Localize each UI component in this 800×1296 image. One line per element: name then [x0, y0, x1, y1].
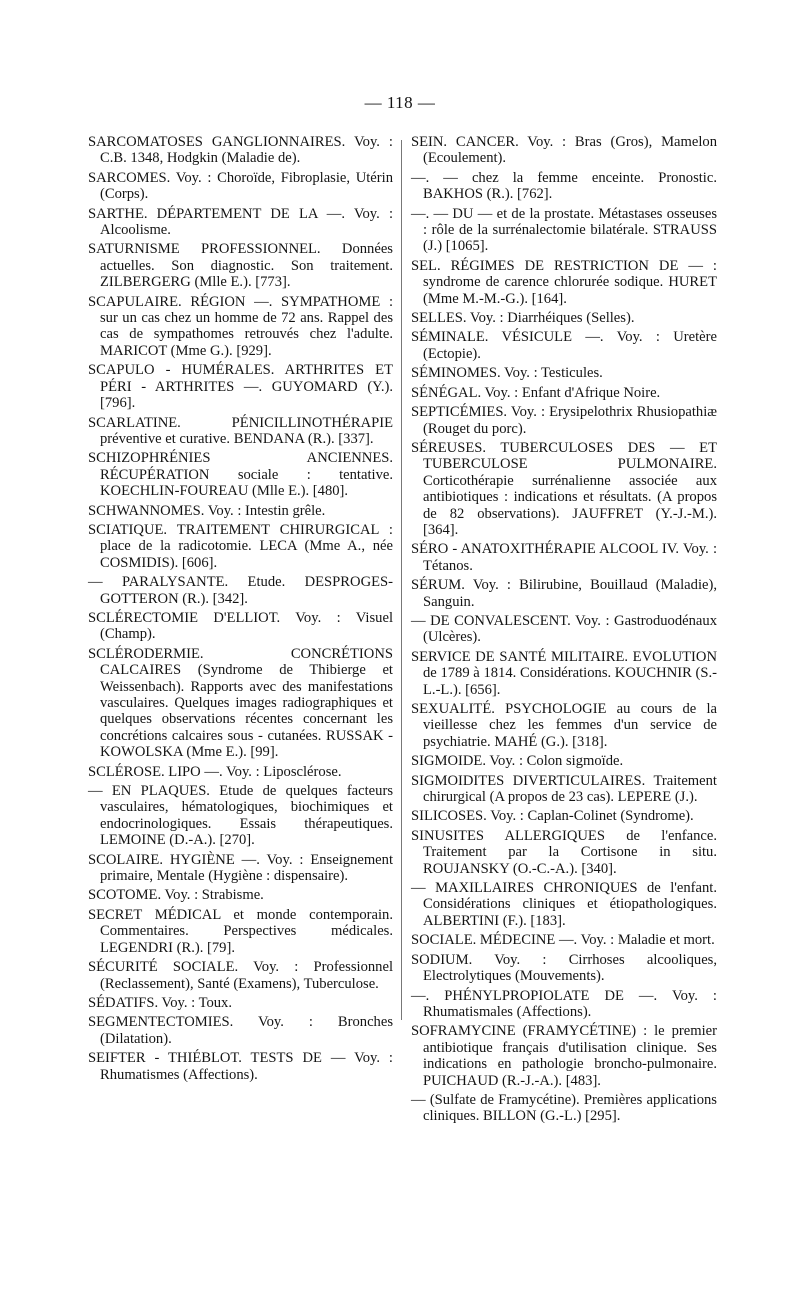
index-entry: SIGMOIDE. Voy. : Colon sigmoïde. — [411, 753, 624, 770]
index-entry: SÉMINALE. VÉSICULE —. Voy. : Uretère (Ectopie). — [411, 329, 717, 362]
index-entry: SÉNÉGAL. Voy. : Enfant d'Afrique Noire. — [411, 384, 661, 401]
index-entry: SINUSITES ALLERGIQUES de l'enfance. Traitement par la Cortisone in situ. ROUJANSKY (O.-C.-A.). [340]. — [411, 827, 717, 877]
index-entry: SIGMOIDITES DIVERTICULAIRES. Traitement chirurgical (A propos de 23 cas). LEPERE (J.). — [411, 772, 717, 806]
index-entry: SÉREUSES. TUBERCULOSES DES — ET TUBERCULOSE PULMONAIRE. Corticothérapie surrénalienne associée aux antibiotiques : indications et résultats. (A propos de 82 observations). JAUFFRET (Y.-J.-M.). [364]. — [411, 439, 717, 538]
index-entry: — PARALYSANTE. Etude. DESPROGES-GOTTERON (R.). [342]. — [88, 574, 393, 607]
index-entry: SARCOMES. Voy. : Choroïde, Fibroplasie, Utérin (Corps). — [88, 169, 393, 203]
index-entry: —. PHÉNYLPROPIOLATE DE —. Voy. : Rhumatismales (Affections). — [411, 987, 717, 1020]
right-column — [411, 134, 717, 1128]
index-entry: SCLÉRODERMIE. CONCRÉTIONS CALCAIRES (Syndrome de Thibierge et Weissenbach). Rapports avec des manifestations vasculaires. Quelques images radiographiques et quelques observations récentes concernant les concrétions calcaires sous - cutanées. RUSSAK - KOWOLSKA (Mme E.). [99]. — [88, 645, 393, 761]
index-entry: SATURNISME PROFESSIONNEL. Données actuelles. Son diagnostic. Son traitement. ZILBERGERG (Mlle E.). [773]. — [88, 241, 393, 291]
index-entry: —. — chez la femme enceinte. Pronostic. BAKHOS (R.). [762]. — [411, 169, 717, 203]
index-entry: SCLÉROSE. LIPO —. Voy. : Liposclérose. — [88, 763, 342, 780]
index-entry: SEPTICÉMIES. Voy. : Erysipelothrix Rhusiopathiæ (Rouget du porc). — [411, 404, 717, 437]
index-entry: SARTHE. DÉPARTEMENT DE LA —. Voy. : Alcoolisme. — [88, 205, 393, 239]
index-entry: — (Sulfate de Framycétine). Premières applications cliniques. BILLON (G.-L.) [295]. — [411, 1091, 717, 1125]
index-entry: SODIUM. Voy. : Cirrhoses alcooliques, Electrolytiques (Mouvements). — [411, 951, 717, 985]
index-entry: SERVICE DE SANTÉ MILITAIRE. EVOLUTION de 1789 à 1814. Considérations. KOUCHNIR (S.-L.-L.). [656]. — [411, 648, 717, 698]
index-entry: —. — DU — et de la prostate. Métastases osseuses : rôle de la surrénalectomie bilatérale. STRAUSS (J.) [1065]. — [411, 205, 717, 255]
index-entry: SÉMINOMES. Voy. : Testicules. — [411, 365, 603, 382]
column-divider — [401, 140, 402, 1020]
index-entry: — DE CONVALESCENT. Voy. : Gastroduodénaux (Ulcères). — [411, 612, 717, 646]
index-entry: SEL. RÉGIMES DE RESTRICTION DE — : syndrome de carence chlorurée sodique. HURET (Mme M.-M.-G.). [164]. — [411, 257, 717, 307]
index-entry: SÉRUM. Voy. : Bilirubine, Bouillaud (Maladie), Sanguin. — [411, 577, 717, 610]
index-entry: SEIFTER - THIÉBLOT. TESTS DE — Voy. : Rhumatismes (Affections). — [88, 1050, 393, 1083]
index-entry: SEIN. CANCER. Voy. : Bras (Gros), Mamelon (Ecoulement). — [411, 134, 717, 167]
index-entry: SCHWANNOMES. Voy. : Intestin grêle. — [88, 502, 326, 519]
index-entry: SEXUALITÉ. PSYCHOLOGIE au cours de la vieillesse chez les femmes d'un service de psychiatrie. MAHÉ (G.). [318]. — [411, 701, 717, 750]
index-entry: — MAXILLAIRES CHRONIQUES de l'enfant. Considérations cliniques et étiopathologiques. ALBERTINI (F.). [183]. — [411, 880, 717, 929]
index-entry: SCAPULO - HUMÉRALES. ARTHRITES ET PÉRI - ARTHRITES —. GUYOMARD (Y.). [796]. — [88, 362, 393, 412]
index-entry: SILICOSES. Voy. : Caplan-Colinet (Syndrome). — [411, 808, 694, 825]
index-entry: SOCIALE. MÉDECINE —. Voy. : Maladie et mort. — [411, 932, 715, 949]
index-entry: SÉCURITÉ SOCIALE. Voy. : Professionnel (Reclassement), Santé (Examens), Tuberculose. — [88, 959, 393, 992]
index-entry: SECRET MÉDICAL et monde contemporain. Commentaires. Perspectives médicales. LEGENDRI (R.). [79]. — [88, 906, 393, 956]
index-entry: SÉRO - ANATOXITHÉRAPIE ALCOOL IV. Voy. : Tétanos. — [411, 541, 717, 574]
page-number: — 118 — — [364, 93, 436, 112]
index-entry: SCIATIQUE. TRAITEMENT CHIRURGICAL : place de la radicotomie. LECA (Mme A., née COSMIDIS). [606]. — [88, 521, 393, 571]
index-entry: — EN PLAQUES. Etude de quelques facteurs vasculaires, hématologiques, biochimiques et endocrinologiques. Essais thérapeutiques. LEMOINE (D.-A.). [270]. — [88, 783, 393, 849]
index-entry: SEGMENTECTOMIES. Voy. : Bronches (Dilatation). — [88, 1014, 393, 1047]
index-entry: SCAPULAIRE. RÉGION —. SYMPATHOME : sur un cas chez un homme de 72 ans. Rappel des cas de sympathomes retrouvés chez l'adulte. MARICOT (Mme G.). [929]. — [88, 293, 393, 359]
index-entry: SCARLATINE. PÉNICILLINOTHÉRAPIE préventive et curative. BENDANA (R.). [337]. — [88, 414, 393, 447]
index-entry: SCOTOME. Voy. : Strabisme. — [88, 887, 264, 904]
index-entry: SÉDATIFS. Voy. : Toux. — [88, 994, 233, 1011]
index-entry: SELLES. Voy. : Diarrhéiques (Selles). — [411, 310, 635, 327]
index-entry: SCLÉRECTOMIE D'ELLIOT. Voy. : Visuel (Champ). — [88, 609, 393, 643]
left-column — [88, 134, 393, 1086]
index-entry: SCHIZOPHRÉNIES ANCIENNES. RÉCUPÉRATION sociale : tentative. KOECHLIN-FOUREAU (Mlle E.). [480]. — [88, 450, 393, 500]
index-entry: SOFRAMYCINE (FRAMYCÉTINE) : le premier antibiotique français d'utilisation clinique. Ses indications en pathologie broncho-pulmonaire. PUICHAUD (R.-J.-A.). [483]. — [411, 1023, 717, 1089]
index-entry: SCOLAIRE. HYGIÈNE —. Voy. : Enseignement primaire, Mentale (Hygiène : dispensaire). — [88, 851, 393, 885]
index-entry: SARCOMATOSES GANGLIONNAIRES. Voy. : C.B. 1348, Hodgkin (Maladie de). — [88, 134, 393, 167]
